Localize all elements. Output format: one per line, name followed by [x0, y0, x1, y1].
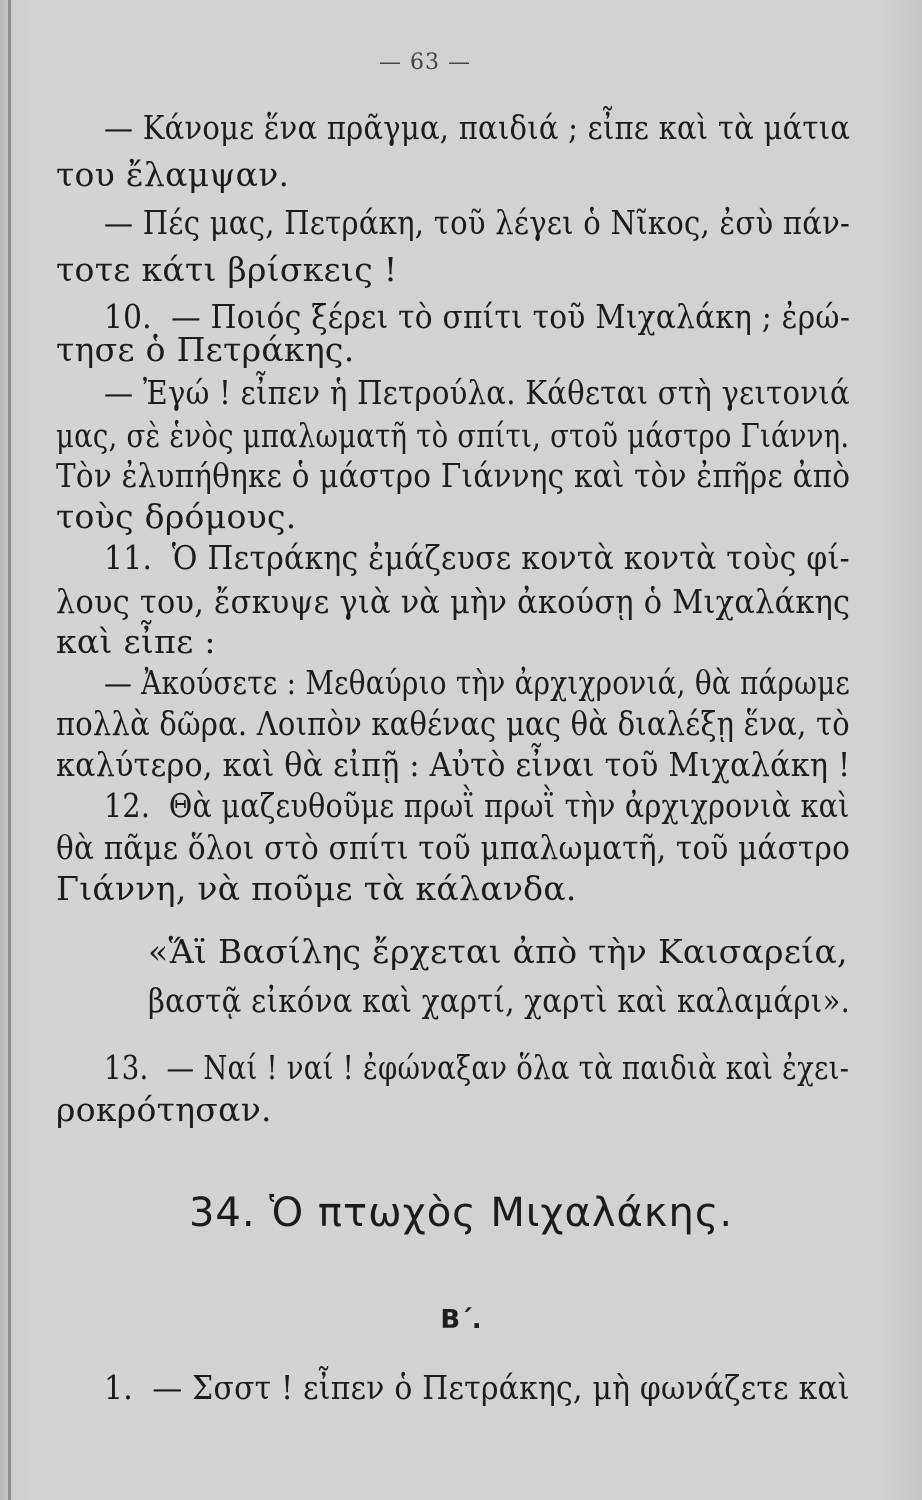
text-line: του ἔλαμψαν.	[56, 155, 290, 194]
text-line: 12. Θὰ μαζευθοῦμε πρωῒ πρωῒ τὴν ἀρχιχρονιὰ καὶ	[104, 786, 850, 825]
text-line: τησε ὁ Πετράκης.	[56, 330, 355, 369]
text-line: — Πές μας, Πετράκη, τοῦ λέγει ὁ Νῖκος, ἐσὺ πάν-	[104, 203, 851, 242]
text-line: τοὺς δρόμους.	[56, 497, 297, 536]
text-line: θὰ πᾶμε ὅλοι στὸ σπίτι τοῦ μπαλωματῆ, τοῦ μάστρο	[56, 828, 851, 867]
text-line: — Ἐγώ ! εἶπεν ἡ Πετρούλα. Κάθεται στὴ γειτονιά	[104, 373, 850, 412]
text-line: Τὸν ἐλυπήθηκε ὁ μάστρο Γιάννης καὶ τὸν ἐπῆρε ἀπὸ	[56, 456, 851, 495]
text-line: μας, σὲ ἑνὸς μπαλωματῆ τὸ σπίτι, στοῦ μάστρο Γιάννη.	[56, 416, 850, 455]
text-line: Γιάννη, νὰ ποῦμε τὰ κάλανδα.	[56, 869, 577, 908]
text-line: πολλὰ δῶρα. Λοιπὸν καθένας μας θὰ διαλέξῃ ἕνα, τὸ	[56, 704, 850, 743]
verse-line: «Ἅϊ Βασίλης ἔρχεται ἀπὸ τὴν Καισαρεία,	[148, 932, 848, 971]
text-line: καλύτερο, καὶ θὰ εἰπῇ : Αὐτὸ εἶναι τοῦ Μιχαλάκη !	[56, 745, 851, 784]
chapter-part-label: Β΄.	[440, 1305, 482, 1335]
page-number: — 63 —	[379, 50, 471, 75]
text-line: 10. — Ποιός ξέρει τὸ σπίτι τοῦ Μιχαλάκη ; ἐρώ-	[104, 297, 851, 336]
text-line: τοτε κάτι βρίσκεις !	[56, 250, 398, 289]
text-line: — Κάνομε ἕνα πρᾶγμα, παιδιά ; εἶπε καὶ τὰ μάτια	[104, 108, 851, 147]
text-line: ροκρότησαν.	[56, 1090, 272, 1129]
verse-line: βαστᾷ εἰκόνα καὶ χαρτί, χαρτὶ καὶ καλαμάρι».	[148, 981, 851, 1020]
text-line: λους του, ἔσκυψε γιὰ νὰ μὴν ἀκούσῃ ὁ Μιχαλάκης	[56, 582, 851, 621]
text-line: 1. — Σσστ ! εἶπεν ὁ Πετράκης, μὴ φωνάζετε καὶ	[104, 1368, 850, 1407]
text-line: 11. Ὁ Πετράκης ἐμάζευσε κοντὰ κοντὰ τοὺς φί-	[104, 538, 850, 577]
page-spine-edge	[8, 0, 11, 1500]
text-line: 13. — Ναί ! ναί ! ἐφώναξαν ὅλα τὰ παιδιὰ καὶ ἐχει-	[104, 1048, 850, 1087]
text-line: — Ἀκούσετε : Μεθαύριο τὴν ἀρχιχρονιά, θὰ πάρωμε	[104, 663, 851, 702]
chapter-heading: 34. Ὁ πτωχὸς Μιχαλάκης.	[188, 1190, 734, 1236]
text-line: καὶ εἶπε :	[56, 622, 216, 661]
